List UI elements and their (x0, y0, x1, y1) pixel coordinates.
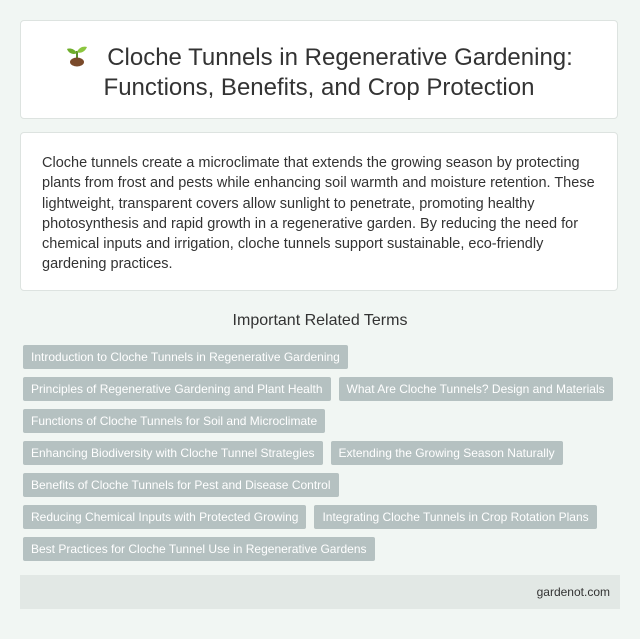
related-term-tag[interactable]: Introduction to Cloche Tunnels in Regenerative Gardening (23, 345, 348, 369)
footer-site-link[interactable]: gardenot.com (536, 585, 610, 599)
related-term-tag[interactable]: Principles of Regenerative Gardening and Plant Health (23, 377, 331, 401)
related-term-tag[interactable]: Functions of Cloche Tunnels for Soil and Microclimate (23, 409, 325, 433)
term-row (23, 377, 623, 401)
title-line-1: Cloche Tunnels in Regenerative Gardening: (107, 44, 573, 71)
title-card (20, 20, 618, 119)
related-term-tag[interactable]: Reducing Chemical Inputs with Protected Growing (23, 505, 306, 529)
footer (20, 575, 620, 609)
related-term-tag[interactable]: Extending the Growing Season Naturally (331, 441, 563, 465)
related-term-tag[interactable]: Best Practices for Cloche Tunnel Use in Regenerative Gardens (23, 537, 375, 561)
term-row (23, 441, 623, 465)
related-term-tag[interactable]: Integrating Cloche Tunnels in Crop Rotation Plans (314, 505, 596, 529)
term-row (23, 505, 623, 529)
intro-text: Cloche tunnels create a microclimate that extends the growing season by protecting plants from frost and pests while enhancing soil warmth and moisture retention. These lightweight, transparent covers allow sunlight to penetrate, promoting healthy photosynthesis and rapid growth in a regenerative garden. By reducing the need for chemical inputs and irrigation, cloche tunnels support sustainable, eco-friendly gardening practices. (42, 155, 595, 273)
related-term-tag[interactable]: What Are Cloche Tunnels? Design and Materials (339, 377, 613, 401)
related-term-tag[interactable]: Enhancing Biodiversity with Cloche Tunnel Strategies (23, 441, 323, 465)
term-row (23, 537, 623, 561)
related-term-tag[interactable]: Benefits of Cloche Tunnels for Pest and Disease Control (23, 473, 339, 497)
sprout-icon (65, 45, 89, 67)
related-terms-list (23, 345, 623, 569)
title-line-2: Functions, Benefits, and Crop Protection (103, 74, 535, 101)
term-row (23, 473, 623, 497)
page-title (21, 43, 617, 103)
term-row (23, 345, 623, 369)
intro-card (20, 132, 618, 291)
related-terms-heading: Important Related Terms (232, 312, 408, 329)
term-row (23, 409, 623, 433)
